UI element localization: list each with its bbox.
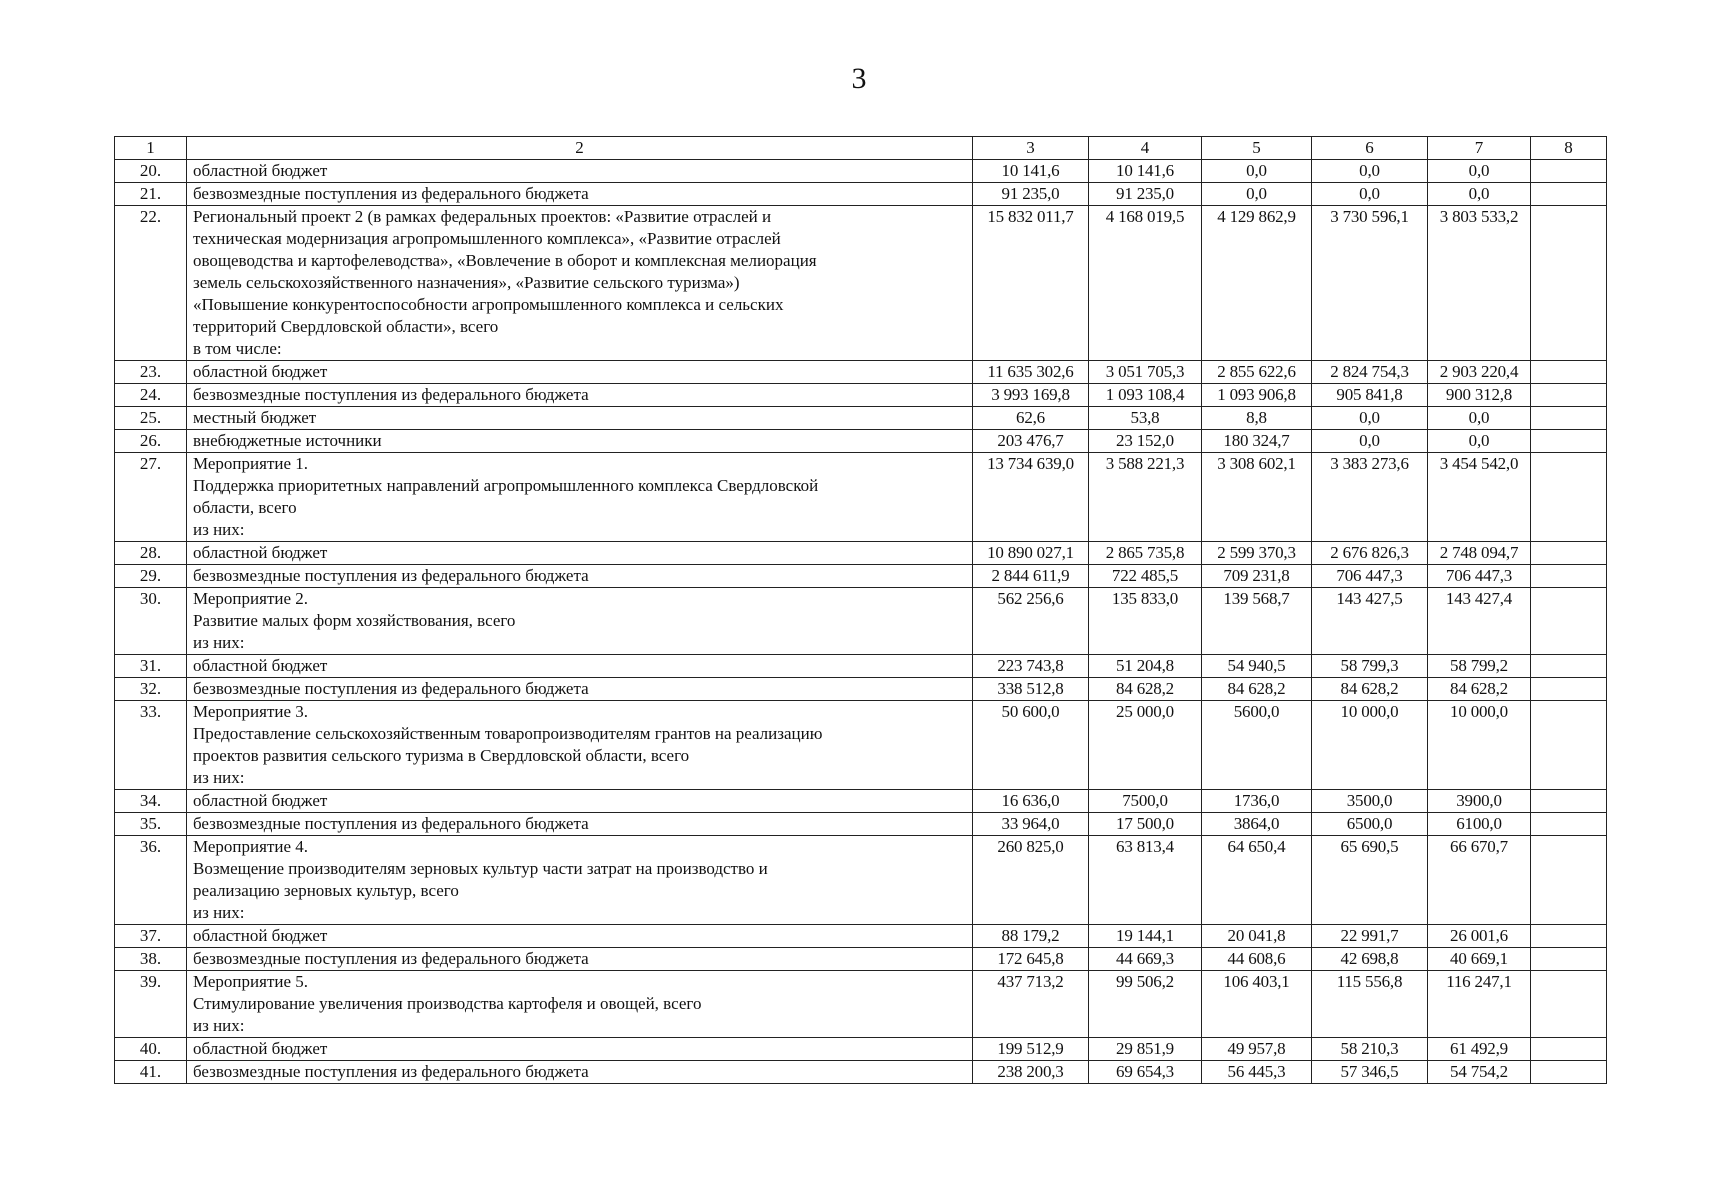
value-cell: 143 427,5 (1312, 588, 1428, 655)
value-cell: 29 851,9 (1089, 1038, 1202, 1061)
row-description (187, 925, 973, 948)
description-line: Развитие малых форм хозяйствования, всего (193, 611, 516, 630)
description-line: Мероприятие 2. (193, 589, 309, 608)
value-cell: 2 855 622,6 (1202, 361, 1312, 384)
description-line: техническая модернизация агропромышленного комплекса», «Развитие отраслей (193, 229, 781, 248)
description-line: областной бюджет (193, 656, 328, 675)
row-number: 22. (115, 206, 187, 361)
column-header: 7 (1428, 137, 1531, 160)
row-number: 29. (115, 565, 187, 588)
budget-table (114, 136, 1607, 1084)
description-line: безвозмездные поступления из федерального бюджета (193, 385, 589, 404)
value-cell: 51 204,8 (1089, 655, 1202, 678)
description-line: Региональный проект 2 (в рамках федеральных проектов: «Развитие отраслей и (193, 207, 772, 226)
value-cell: 0,0 (1202, 160, 1312, 183)
value-cell: 56 445,3 (1202, 1061, 1312, 1084)
description-line: местный бюджет (193, 408, 317, 427)
description-line: из них: (193, 903, 245, 922)
row-number: 30. (115, 588, 187, 655)
row-number: 37. (115, 925, 187, 948)
description-line: из них: (193, 1016, 245, 1035)
value-cell: 42 698,8 (1312, 948, 1428, 971)
description-line: безвозмездные поступления из федерального бюджета (193, 949, 589, 968)
value-cell (1531, 361, 1607, 384)
value-cell: 3 051 705,3 (1089, 361, 1202, 384)
value-cell: 1736,0 (1202, 790, 1312, 813)
value-cell: 706 447,3 (1312, 565, 1428, 588)
value-cell: 706 447,3 (1428, 565, 1531, 588)
row-number: 27. (115, 453, 187, 542)
value-cell: 0,0 (1312, 430, 1428, 453)
row-number: 41. (115, 1061, 187, 1084)
description-line: Стимулирование увеличения производства картофеля и овощей, всего (193, 994, 702, 1013)
table-body (115, 137, 1607, 1084)
value-cell: 6500,0 (1312, 813, 1428, 836)
row-description (187, 384, 973, 407)
value-cell: 135 833,0 (1089, 588, 1202, 655)
row-description (187, 183, 973, 206)
column-header: 8 (1531, 137, 1607, 160)
table-row (115, 701, 1607, 790)
table-row (115, 407, 1607, 430)
value-cell: 10 000,0 (1312, 701, 1428, 790)
value-cell (1531, 453, 1607, 542)
description-line: из них: (193, 633, 245, 652)
row-number: 32. (115, 678, 187, 701)
value-cell: 99 506,2 (1089, 971, 1202, 1038)
value-cell: 1 093 108,4 (1089, 384, 1202, 407)
page-number: 3 (851, 62, 867, 95)
description-line: области, всего (193, 498, 297, 517)
table-row (115, 565, 1607, 588)
value-cell: 3 308 602,1 (1202, 453, 1312, 542)
value-cell: 238 200,3 (973, 1061, 1089, 1084)
description-line: Возмещение производителям зерновых культур части затрат на производство и (193, 859, 768, 878)
description-line: областной бюджет (193, 1039, 328, 1058)
row-description (187, 206, 973, 361)
value-cell (1531, 588, 1607, 655)
value-cell: 3 730 596,1 (1312, 206, 1428, 361)
table-row (115, 948, 1607, 971)
value-cell: 10 141,6 (973, 160, 1089, 183)
value-cell: 7500,0 (1089, 790, 1202, 813)
row-description (187, 1061, 973, 1084)
value-cell: 172 645,8 (973, 948, 1089, 971)
value-cell: 2 844 611,9 (973, 565, 1089, 588)
value-cell: 58 210,3 (1312, 1038, 1428, 1061)
value-cell: 3864,0 (1202, 813, 1312, 836)
description-line: реализацию зерновых культур, всего (193, 881, 459, 900)
description-line: безвозмездные поступления из федерального бюджета (193, 184, 589, 203)
row-description (187, 948, 973, 971)
value-cell: 13 734 639,0 (973, 453, 1089, 542)
value-cell: 91 235,0 (973, 183, 1089, 206)
row-number: 39. (115, 971, 187, 1038)
value-cell: 44 608,6 (1202, 948, 1312, 971)
value-cell: 0,0 (1202, 183, 1312, 206)
header-row (115, 137, 1607, 160)
value-cell: 338 512,8 (973, 678, 1089, 701)
value-cell (1531, 542, 1607, 565)
value-cell: 4 168 019,5 (1089, 206, 1202, 361)
row-number: 38. (115, 948, 187, 971)
value-cell: 3 588 221,3 (1089, 453, 1202, 542)
value-cell: 203 476,7 (973, 430, 1089, 453)
column-header: 4 (1089, 137, 1202, 160)
value-cell: 15 832 011,7 (973, 206, 1089, 361)
table-row (115, 453, 1607, 542)
description-line: в том числе: (193, 339, 282, 358)
value-cell: 0,0 (1312, 160, 1428, 183)
row-description (187, 542, 973, 565)
value-cell: 2 676 826,3 (1312, 542, 1428, 565)
value-cell: 116 247,1 (1428, 971, 1531, 1038)
value-cell: 3 993 169,8 (973, 384, 1089, 407)
row-description (187, 836, 973, 925)
row-description (187, 701, 973, 790)
value-cell: 16 636,0 (973, 790, 1089, 813)
description-line: Мероприятие 3. (193, 702, 309, 721)
column-header: 1 (115, 137, 187, 160)
value-cell: 62,6 (973, 407, 1089, 430)
description-line: территорий Свердловской области», всего (193, 317, 499, 336)
value-cell (1531, 407, 1607, 430)
value-cell: 10 890 027,1 (973, 542, 1089, 565)
value-cell: 84 628,2 (1202, 678, 1312, 701)
description-line: областной бюджет (193, 543, 328, 562)
value-cell: 11 635 302,6 (973, 361, 1089, 384)
value-cell: 65 690,5 (1312, 836, 1428, 925)
row-number: 20. (115, 160, 187, 183)
value-cell (1531, 1061, 1607, 1084)
column-header: 2 (187, 137, 973, 160)
description-line: областной бюджет (193, 926, 328, 945)
row-number: 34. (115, 790, 187, 813)
table-row (115, 925, 1607, 948)
value-cell (1531, 790, 1607, 813)
value-cell: 223 743,8 (973, 655, 1089, 678)
value-cell: 0,0 (1428, 160, 1531, 183)
value-cell: 50 600,0 (973, 701, 1089, 790)
value-cell: 84 628,2 (1312, 678, 1428, 701)
value-cell: 61 492,9 (1428, 1038, 1531, 1061)
value-cell (1531, 430, 1607, 453)
value-cell (1531, 813, 1607, 836)
column-header: 5 (1202, 137, 1312, 160)
row-description (187, 565, 973, 588)
row-description (187, 160, 973, 183)
value-cell: 53,8 (1089, 407, 1202, 430)
description-line: из них: (193, 520, 245, 539)
table-row (115, 588, 1607, 655)
value-cell: 6100,0 (1428, 813, 1531, 836)
value-cell: 88 179,2 (973, 925, 1089, 948)
value-cell: 23 152,0 (1089, 430, 1202, 453)
row-description (187, 430, 973, 453)
table-row (115, 836, 1607, 925)
value-cell: 1 093 906,8 (1202, 384, 1312, 407)
description-line: овощеводства и картофелеводства», «Вовлечение в оборот и комплексная мелиорация (193, 251, 817, 270)
row-number: 35. (115, 813, 187, 836)
value-cell: 17 500,0 (1089, 813, 1202, 836)
value-cell: 562 256,6 (973, 588, 1089, 655)
description-line: безвозмездные поступления из федерального бюджета (193, 1062, 589, 1081)
table-row (115, 183, 1607, 206)
table-row (115, 655, 1607, 678)
value-cell: 2 824 754,3 (1312, 361, 1428, 384)
value-cell (1531, 678, 1607, 701)
row-number: 33. (115, 701, 187, 790)
value-cell: 10 141,6 (1089, 160, 1202, 183)
value-cell: 437 713,2 (973, 971, 1089, 1038)
value-cell: 20 041,8 (1202, 925, 1312, 948)
description-line: областной бюджет (193, 161, 328, 180)
description-line: из них: (193, 768, 245, 787)
value-cell: 54 754,2 (1428, 1061, 1531, 1084)
row-description (187, 1038, 973, 1061)
row-number: 28. (115, 542, 187, 565)
table-row (115, 790, 1607, 813)
row-number: 23. (115, 361, 187, 384)
description-line: областной бюджет (193, 362, 328, 381)
row-description (187, 813, 973, 836)
table-row (115, 542, 1607, 565)
value-cell (1531, 701, 1607, 790)
value-cell (1531, 565, 1607, 588)
value-cell: 69 654,3 (1089, 1061, 1202, 1084)
table-row (115, 678, 1607, 701)
value-cell: 139 568,7 (1202, 588, 1312, 655)
value-cell: 722 485,5 (1089, 565, 1202, 588)
value-cell: 900 312,8 (1428, 384, 1531, 407)
value-cell (1531, 206, 1607, 361)
row-number: 21. (115, 183, 187, 206)
value-cell: 44 669,3 (1089, 948, 1202, 971)
value-cell: 3900,0 (1428, 790, 1531, 813)
value-cell: 115 556,8 (1312, 971, 1428, 1038)
row-description (187, 453, 973, 542)
value-cell (1531, 655, 1607, 678)
table-row (115, 1061, 1607, 1084)
value-cell: 91 235,0 (1089, 183, 1202, 206)
table-row (115, 430, 1607, 453)
value-cell: 25 000,0 (1089, 701, 1202, 790)
value-cell (1531, 836, 1607, 925)
table-row (115, 971, 1607, 1038)
value-cell: 54 940,5 (1202, 655, 1312, 678)
table-row (115, 813, 1607, 836)
description-line: безвозмездные поступления из федерального бюджета (193, 566, 589, 585)
value-cell: 2 865 735,8 (1089, 542, 1202, 565)
description-line: земель сельскохозяйственного назначения», «Развитие сельского туризма») (193, 273, 740, 292)
description-line: проектов развития сельского туризма в Свердловской области, всего (193, 746, 690, 765)
value-cell: 3 454 542,0 (1428, 453, 1531, 542)
value-cell: 84 628,2 (1089, 678, 1202, 701)
value-cell: 19 144,1 (1089, 925, 1202, 948)
value-cell: 58 799,3 (1312, 655, 1428, 678)
row-description (187, 655, 973, 678)
description-line: Мероприятие 1. (193, 454, 309, 473)
value-cell: 905 841,8 (1312, 384, 1428, 407)
row-number: 25. (115, 407, 187, 430)
value-cell: 709 231,8 (1202, 565, 1312, 588)
row-description (187, 361, 973, 384)
value-cell: 26 001,6 (1428, 925, 1531, 948)
value-cell (1531, 971, 1607, 1038)
value-cell: 84 628,2 (1428, 678, 1531, 701)
description-line: безвозмездные поступления из федерального бюджета (193, 679, 589, 698)
value-cell: 2 748 094,7 (1428, 542, 1531, 565)
value-cell: 5600,0 (1202, 701, 1312, 790)
value-cell: 0,0 (1312, 407, 1428, 430)
description-line: Мероприятие 4. (193, 837, 309, 856)
description-line: «Повышение конкурентоспособности агропромышленного комплекса и сельских (193, 295, 784, 314)
value-cell: 58 799,2 (1428, 655, 1531, 678)
value-cell: 66 670,7 (1428, 836, 1531, 925)
value-cell: 22 991,7 (1312, 925, 1428, 948)
value-cell: 63 813,4 (1089, 836, 1202, 925)
description-line: внебюджетные источники (193, 431, 382, 450)
row-description (187, 790, 973, 813)
value-cell: 57 346,5 (1312, 1061, 1428, 1084)
value-cell: 260 825,0 (973, 836, 1089, 925)
value-cell: 0,0 (1428, 183, 1531, 206)
value-cell: 0,0 (1312, 183, 1428, 206)
row-description (187, 678, 973, 701)
value-cell: 0,0 (1428, 430, 1531, 453)
description-line: Поддержка приоритетных направлений агропромышленного комплекса Свердловской (193, 476, 819, 495)
table-row (115, 361, 1607, 384)
description-line: безвозмездные поступления из федерального бюджета (193, 814, 589, 833)
value-cell (1531, 384, 1607, 407)
row-description (187, 588, 973, 655)
row-number: 36. (115, 836, 187, 925)
row-description (187, 971, 973, 1038)
row-number: 24. (115, 384, 187, 407)
row-number: 40. (115, 1038, 187, 1061)
description-line: областной бюджет (193, 791, 328, 810)
row-description (187, 407, 973, 430)
value-cell: 40 669,1 (1428, 948, 1531, 971)
column-header: 6 (1312, 137, 1428, 160)
value-cell: 180 324,7 (1202, 430, 1312, 453)
table-row (115, 160, 1607, 183)
value-cell: 64 650,4 (1202, 836, 1312, 925)
description-line: Мероприятие 5. (193, 972, 309, 991)
value-cell (1531, 925, 1607, 948)
description-line: Предоставление сельскохозяйственным товаропроизводителям грантов на реализацию (193, 724, 823, 743)
value-cell: 3 383 273,6 (1312, 453, 1428, 542)
value-cell: 4 129 862,9 (1202, 206, 1312, 361)
row-number: 26. (115, 430, 187, 453)
column-header: 3 (973, 137, 1089, 160)
value-cell: 10 000,0 (1428, 701, 1531, 790)
table-row (115, 384, 1607, 407)
table-row (115, 1038, 1607, 1061)
value-cell: 199 512,9 (973, 1038, 1089, 1061)
value-cell (1531, 1038, 1607, 1061)
row-number: 31. (115, 655, 187, 678)
table-row (115, 206, 1607, 361)
value-cell: 3500,0 (1312, 790, 1428, 813)
value-cell (1531, 160, 1607, 183)
value-cell: 106 403,1 (1202, 971, 1312, 1038)
value-cell: 143 427,4 (1428, 588, 1531, 655)
value-cell: 2 599 370,3 (1202, 542, 1312, 565)
value-cell: 2 903 220,4 (1428, 361, 1531, 384)
value-cell: 0,0 (1428, 407, 1531, 430)
value-cell (1531, 183, 1607, 206)
value-cell: 3 803 533,2 (1428, 206, 1531, 361)
value-cell (1531, 948, 1607, 971)
value-cell: 8,8 (1202, 407, 1312, 430)
value-cell: 49 957,8 (1202, 1038, 1312, 1061)
value-cell: 33 964,0 (973, 813, 1089, 836)
